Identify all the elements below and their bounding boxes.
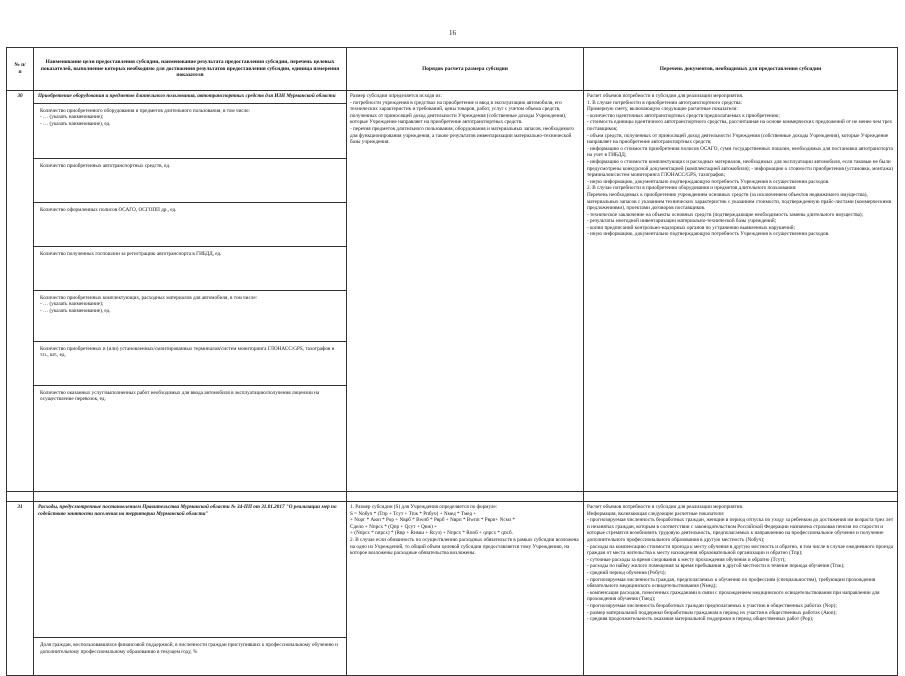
paragraph: Расчет объемов потребности в субсидии для реализации мероприятия.	[587, 504, 744, 510]
indicator-item	[34, 290, 346, 341]
paragraph: 1. В случае потребности в приобретении автотранспортного средства:	[587, 99, 743, 106]
paragraph: - расходы по найму жилого помещения за время пребывания в другой местности в течение периода обучения (Тпж);	[587, 563, 845, 570]
row-30-calc	[347, 91, 583, 148]
paragraph: - прогнозируемая численность граждан, предполагаемых к обучению по профессиям (специальностям), требующим прохождения обязательного медицинского освидетельствования (Nмед);	[587, 576, 876, 590]
paragraph: - техническое заключение на объекты основных средств (подтверждающие необходимость замены длительного имущества);	[587, 211, 864, 218]
indicator-item	[34, 341, 346, 385]
indicator-item	[34, 103, 346, 158]
paragraph: - объем средств, полученных от приносящей доход деятельности Учреждения (собственные доходы Учреждения), которые Учреждение направляет на приобретение автотранспортных средств;	[587, 132, 889, 146]
table-row-30	[7, 91, 898, 492]
row-30-calc-cell	[347, 91, 584, 492]
row-31-title: Расходы, предусмотренные постановлением Правительства Мурманской области № 34-ПП от 31.01.2017 "О реализации мер по содействию занятости населения на территории Мурманской области"	[38, 504, 337, 517]
indicator-item	[34, 202, 346, 246]
separator-cell	[7, 492, 34, 502]
paragraph: 1. Размер субсидии (S) для Учреждения определяется по формуле:	[350, 504, 498, 510]
paragraph: - прогнозируемая численность безработных граждан предполагаемых к участию в общественных работах (Nор);	[587, 602, 837, 609]
header-num: № п/п	[7, 48, 34, 91]
header-name: Наименование цели предоставления субсидии, наименование результата предоставления субсидии, перечень целевых показателей, выполнение которых необходимо для достижения результатов предоставления субсидии, единица измерения показателя	[34, 48, 347, 91]
indicator-item	[34, 385, 346, 432]
paragraph: - информацию о стоимости приобретения полисов ОСАГО, сумм государственных пошлин, необходимых для постановки автотранспорта на учет в ГИБДД;	[587, 145, 893, 159]
paragraph: Расчет объемов потребности в субсидии для реализации мероприятия.	[587, 93, 744, 99]
paragraph: - стоимость единицы идентичного автотранспортного средства, рассчитанная на основе коммерческих предложений от не менее чем трех поставщиков;	[587, 119, 893, 132]
row-31-indicator: Доля граждан, воспользовавшихся финансовой поддержкой, в численности граждан приступивших к профессиональному обучению и дополнительному профессиональному образованию в текущем году, %	[34, 637, 346, 657]
row-31-name-cell	[34, 502, 347, 676]
paragraph: 2. В случае если обязанность по осуществлению расходных обязательств в рамках субсидии возложена на одно из Учреждений, то общий объем целевой субсидии предоставляется тому Учреждению, на которое возложены расходные обязательства возложены.	[350, 536, 579, 557]
paragraph: - результаты ежегодной инвентаризации материально-технической базы учреждений;	[587, 218, 777, 225]
paragraph: - средний период обучения (Робуч);	[587, 569, 666, 576]
paragraph: Примерную смету, включающую следующие расчетные показатели:	[587, 106, 738, 113]
row-30-indicators	[34, 103, 346, 432]
row-30-docs-cell	[584, 91, 898, 492]
row-30-docs	[584, 91, 897, 240]
paragraph: + Nорг * Аюп * Рор + Nвpб * Bwпб * Рвpб + Nвpп * Вwпп * Рвpп+ Nсмз *	[350, 517, 515, 524]
paragraph: + (Nпрсх * nпрсх) * (Rвр + Rимш + Rсуз) + Nпрсх * Rпоб + qпрсх * qпсб.	[350, 530, 513, 537]
header-calc: Порядок расчета размера субсидии	[347, 48, 584, 91]
paragraph: - перечня предметов длительного пользования, оборудования и материальных запасов, необходимого для функционирования учреждения, а также результатов инвентаризации материально-технической базы учреждения.	[350, 125, 574, 146]
table-row-31	[7, 502, 898, 676]
paragraph: Размер субсидии определяется исходя из:	[350, 93, 442, 99]
paragraph: - компенсация расходов, понесенных гражданами в связи с прохождением медицинского освидетельствования при направлении для прохождения обучения (Тмед);	[587, 589, 880, 603]
row-30-title: Приобретение оборудования и предметов длительного пользования, автотранспортных средств для ИЗН Мурманской области	[38, 93, 336, 99]
paragraph: - иную информацию, документально подтверждающую потребность Учреждения в осуществлении расходов.	[587, 231, 830, 238]
indicator-subitem: - … (указать наименование), ед.	[40, 120, 111, 127]
indicator-item	[34, 158, 346, 202]
indicator-text: Количество полученных госпошлин за регистрацию автотранспорта в ГИБДД, ед.	[40, 250, 222, 257]
separator-cell	[34, 492, 347, 502]
row-31-docs	[584, 502, 897, 625]
indicator-text: Количество приобретенных автотранспортных средств, ед.	[40, 162, 171, 169]
paragraph: - средняя продолжительность оказания материальной поддержки в период общественных работ (Рор);	[587, 616, 814, 623]
paragraph: 2. В случае потребности в приобретении оборудования и предметов длительного пользования:	[587, 185, 797, 192]
row-31-docs-cell	[584, 502, 898, 676]
paragraph: - прогнозируемая численность безработных граждан, женщин в период отпуска по уходу за ребенком до достижения им возраста трех лет и незанятых граждан, которым в соответствии с законодательством Российской Федерации назначена страховая пенсия по старости и которые стремятся возобновить трудовую деятельность, предполагаемых к направлению на профессиональное обучение и получение дополнительного профессионального образования в другую местность (Nобуч);	[587, 517, 894, 543]
separator-cell	[347, 492, 584, 502]
indicator-text: Количество оформленных полисов ОСАГО, ОСГОПП др., ед.	[40, 206, 177, 213]
paragraph: Сдело + Nпрсх * (Qпр + Qсут + Qнж) +	[350, 523, 438, 530]
row-31-number: 31	[7, 502, 34, 676]
paragraph: - расходы на компенсацию стоимости проезда к месту обучения в другую местность и обратно, в том числе в случае ежедневного проезда граждан от места жительства к месту нахождения образовательной организации и обратно (Тпр);	[587, 543, 893, 557]
paragraph: - количество идентичных автотранспортных средств предполагаемых к приобретению;	[587, 112, 780, 119]
paragraph: - информацию о стоимости комплектующих и расходных материалов, необходимых для эксплуатации автомобиля, если таковые не были предусмотрены конкурсной документацией (комплектацией автомобиля); - информацию о стоимости приобретения (установки, монтажа) терминалов/систем мониторинга ГЛОНАСС/GPS, тахографов;	[587, 158, 894, 179]
paragraph: S = Nобуч * (Тпр + Тсут + Тпж * Pпбуч) + Nмед * Тмед +	[350, 510, 477, 517]
subsidy-table	[6, 47, 898, 676]
paragraph: - размер материальной поддержки безработным гражданам в период их участия в общественных работах (Аюп);	[587, 609, 837, 616]
table-separator-row	[7, 492, 898, 502]
indicator-subitem: - … (указать наименование);	[40, 301, 104, 308]
row-30-number: 30	[7, 91, 34, 492]
paragraph: - иную информацию, документально подтверждающую потребность Учреждения в осуществлении расходов.	[587, 178, 830, 185]
row-31-calc-cell	[347, 502, 584, 676]
indicator-text: Количество приобретенных комплектующих, расходных материалов для автомобиля, в том числе:	[40, 294, 258, 301]
separator-cell	[584, 492, 898, 502]
paragraph: - суточные расходы за время следования к месту прохождения обучения и обратно (Тсут);	[587, 556, 786, 563]
row-30-name-cell	[34, 91, 347, 492]
paragraph: Перечень необходимых к приобретению учреждением основных средств (за исключением объектов недвижимого имущества), материальных запасов с указанием технических характеристик с указанием стоимости, подтвержденную прайс-листами (коммерческими предложениями), проектами договоров поставщиков.	[587, 191, 892, 212]
paragraph: - копии предписаний контрольно-надзорных органов по устранению выявленных нарушений;	[587, 224, 795, 231]
page-number: 16	[449, 29, 456, 37]
indicator-item	[34, 246, 346, 290]
indicator-subitem: - … (указать наименование), ед.	[40, 307, 111, 314]
indicator-text: Количество приобретенных и (или) установленных/смонтированных терминалов/систем мониторинга ГЛОНАСС/GPS, тахографов и т.п., шт., ед.	[40, 345, 335, 359]
row-31-calc	[347, 502, 583, 559]
paragraph: Информация, включающая следующие расчетные показатели:	[587, 510, 725, 517]
paragraph: - потребности учреждения в средствах на приобретение и ввод в эксплуатацию автомобиля, его технических характеристик и требований, цены товаров, работ, услуг с учетом объема средств, полученных от приносящей доход деятельности Учреждения (собственные доходы Учреждения), которые Учреждение направляет на приобретение автотранспортных средств.	[350, 99, 567, 126]
table-header-row	[7, 48, 898, 91]
indicator-text: Количество приобретенного оборудования и предметов длительного пользования, в том числе:	[40, 107, 251, 114]
indicator-subitem: - … (указать наименование);	[40, 114, 104, 121]
indicator-text: Количество оказанных услуг/выполненных работ необходимых для ввода автомобиля в эксплуатацию/получения лицензии на осуществление перевозок, ед.	[40, 389, 320, 403]
header-docs: Перечень документов, необходимых для предоставления субсидии	[584, 48, 898, 91]
